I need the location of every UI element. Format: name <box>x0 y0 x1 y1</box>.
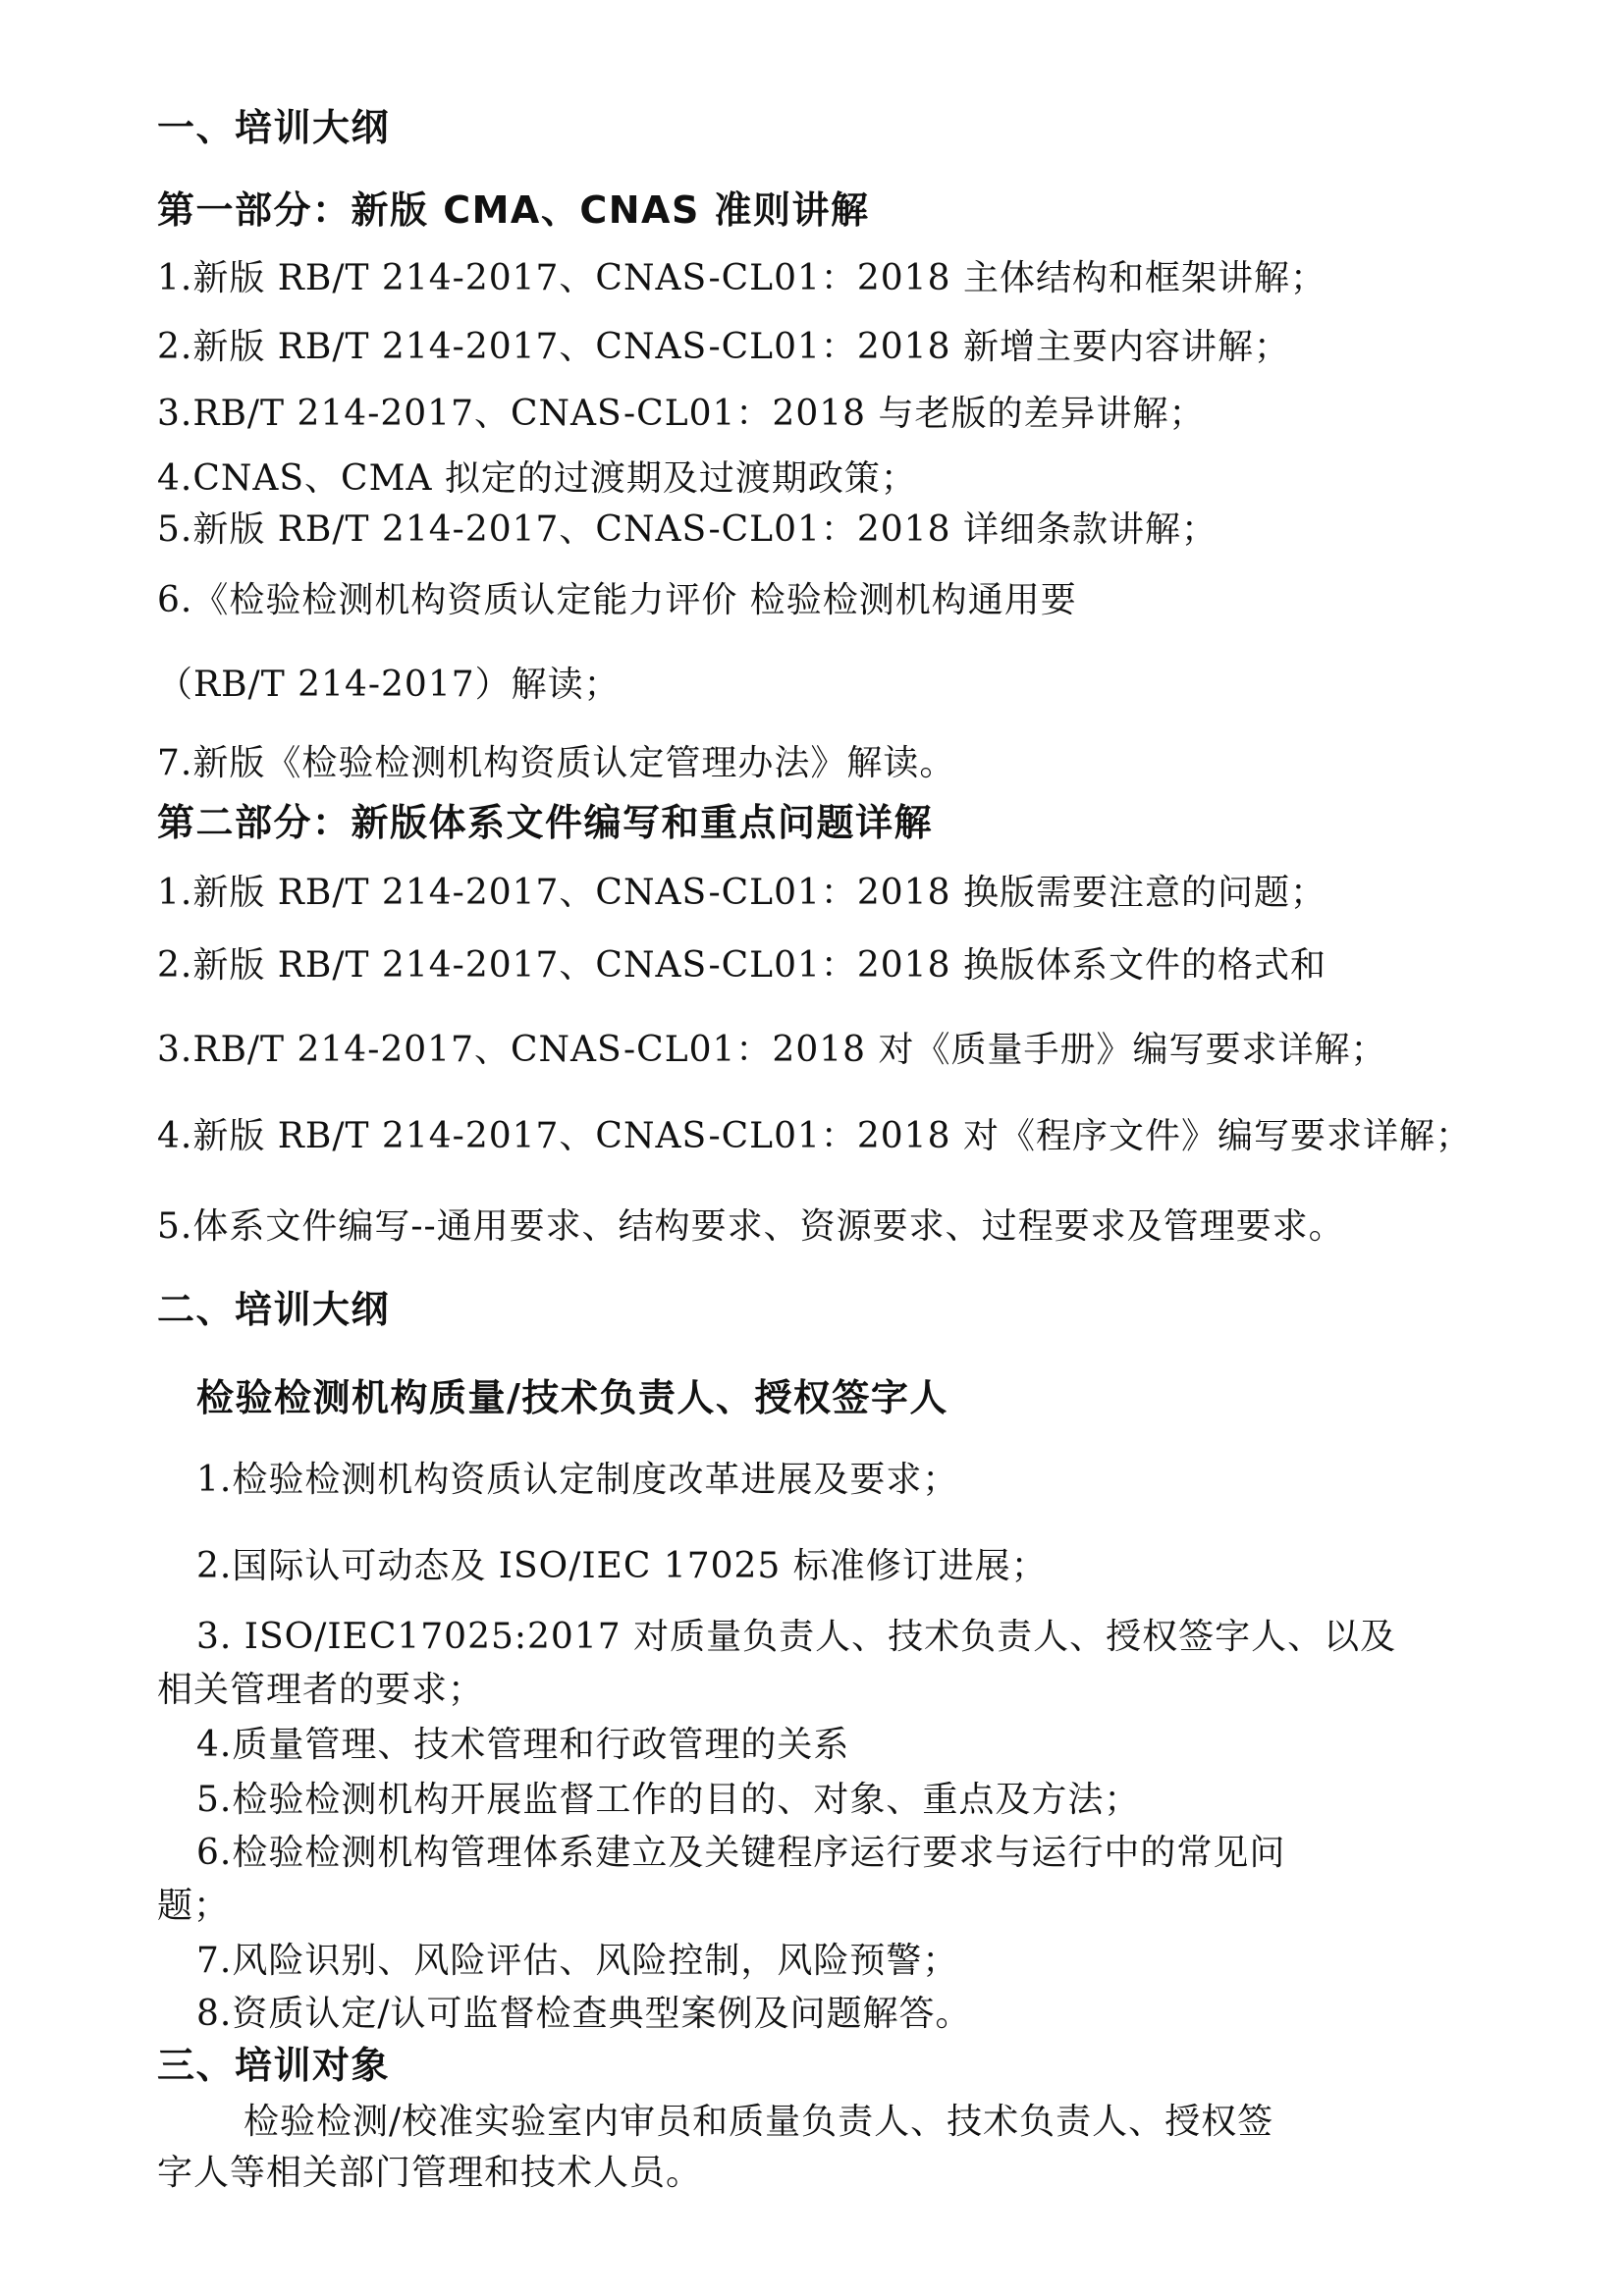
part-2-item: 5.体系文件编写--通用要求、结构要求、资源要求、过程要求及管理要求。 <box>157 1206 1345 1247</box>
part-1-title: 第一部分：新版 CMA、CNAS 准则讲解 <box>157 188 870 232</box>
part-1-item: 3.RB/T 214-2017、CNAS-CL01：2018 与老版的差异讲解； <box>157 394 1206 434</box>
part-1-item: 7.新版《检验检测机构资质认定管理办法》解读。 <box>157 743 956 783</box>
section-2-item-continuation: 相关管理者的要求； <box>157 1670 485 1710</box>
section-3-text-continuation: 字人等相关部门管理和技术人员。 <box>157 2153 703 2193</box>
part-1-item: 5.新版 RB/T 214-2017、CNAS-CL01：2018 详细条款讲解； <box>157 509 1218 550</box>
section-2-subtitle: 检验检测机构质量/技术负责人、授权签字人 <box>196 1376 948 1419</box>
section-2-item: 1.检验检测机构资质认定制度改革进展及要求； <box>196 1460 959 1500</box>
part-2-title: 第二部分：新版体系文件编写和重点问题详解 <box>157 801 934 844</box>
section-2-item: 7.风险识别、风险评估、风险控制，风险预警； <box>196 1941 959 1981</box>
section-2-heading: 二、培训大纲 <box>157 1288 391 1331</box>
section-3-heading: 三、培训对象 <box>157 2044 391 2087</box>
section-2-item: 5.检验检测机构开展监督工作的目的、对象、重点及方法； <box>196 1780 1141 1820</box>
part-2-item: 1.新版 RB/T 214-2017、CNAS-CL01：2018 换版需要注意的问题； <box>157 873 1326 913</box>
section-3-text: 检验检测/校准实验室内审员和质量负责人、技术负责人、授权签 <box>244 2102 1274 2142</box>
part-1-item: 6.《检验检测机构资质认定能力评价 检验检测机构通用要 <box>157 580 1077 620</box>
section-2-item: 2.国际认可动态及 ISO/IEC 17025 标准修订进展； <box>196 1546 1048 1586</box>
section-2-item-continuation: 题； <box>157 1886 231 1926</box>
part-1-item: 4.CNAS、CMA 拟定的过渡期及过渡期政策； <box>157 458 917 499</box>
part-2-item: 3.RB/T 214-2017、CNAS-CL01：2018 对《质量手册》编写要求详解； <box>157 1030 1387 1070</box>
part-2-item: 4.新版 RB/T 214-2017、CNAS-CL01：2018 对《程序文件》编写要求详解； <box>157 1116 1472 1156</box>
section-1-heading: 一、培训大纲 <box>157 106 391 149</box>
section-2-item: 8.资质认定/认可监督检查典型案例及问题解答。 <box>196 1994 972 2034</box>
section-2-item: 4.质量管理、技术管理和行政管理的关系 <box>196 1725 850 1765</box>
part-1-item: 1.新版 RB/T 214-2017、CNAS-CL01：2018 主体结构和框架讲解； <box>157 258 1326 298</box>
section-2-item: 3. ISO/IEC17025:2017 对质量负责人、技术负责人、授权签字人、以及 <box>196 1617 1397 1657</box>
part-1-item: （RB/T 214-2017）解读； <box>157 665 621 705</box>
part-2-item: 2.新版 RB/T 214-2017、CNAS-CL01：2018 换版体系文件的格式和 <box>157 945 1326 986</box>
section-2-item: 6.检验检测机构管理体系建立及关键程序运行要求与运行中的常见问 <box>196 1833 1286 1873</box>
part-1-item: 2.新版 RB/T 214-2017、CNAS-CL01：2018 新增主要内容讲解； <box>157 327 1290 367</box>
